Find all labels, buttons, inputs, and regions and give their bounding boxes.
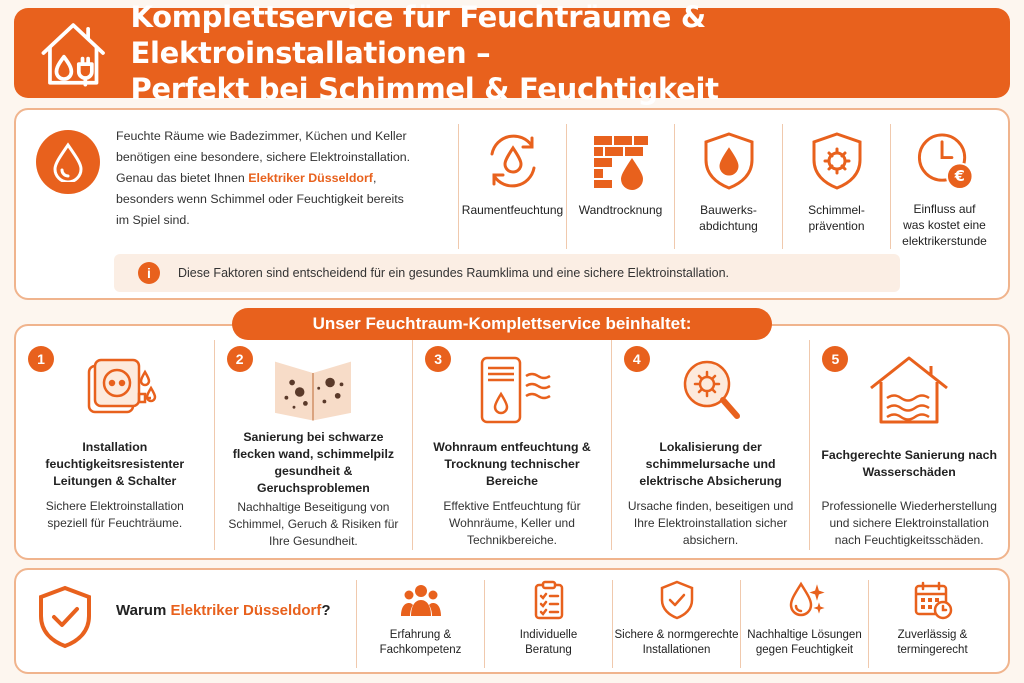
service-title: Fachgerechte Sanierung nach Wasserschäden — [821, 448, 997, 479]
shield-virus-icon — [806, 130, 868, 192]
service-item-2 — [214, 340, 413, 550]
factor-wandtrocknung — [566, 124, 674, 249]
service-title: Wohnraum entfeuchtung & Trocknung technischer Bereiche — [433, 439, 591, 488]
why-item-label: Erfahrung & Fachkompetenz — [379, 629, 462, 656]
step-number: 1 — [28, 346, 54, 372]
why-panel — [14, 568, 1010, 674]
svg-text:€: € — [954, 168, 965, 186]
mold-wall-icon — [271, 354, 355, 422]
why-items-row — [356, 580, 996, 668]
info-bar — [114, 254, 900, 292]
socket-drops-icon — [73, 354, 157, 426]
factor-raumentfeuchtung — [458, 124, 566, 249]
services-panel — [14, 324, 1010, 560]
why-suffix: ? — [321, 602, 331, 619]
services-banner: Unser Feuchtraum-Komplettservice beinhaltet: — [232, 308, 772, 340]
calendar-clock-icon — [913, 580, 953, 620]
factor-label: Einfluss auf was kostet eine elektrikerstunde — [902, 202, 987, 248]
services-row — [16, 340, 1008, 550]
intro-panel — [14, 108, 1010, 300]
why-title — [116, 602, 331, 619]
title-line-1: Komplettservice für Feuchträume & Elektroinstallationen – — [130, 0, 706, 70]
intro-text — [116, 126, 416, 231]
step-number: 2 — [227, 346, 253, 372]
intro-highlight: Elektriker Düsseldorf — [248, 171, 373, 185]
header-banner — [14, 0, 1010, 106]
factor-label: Raumentfeuchtung — [461, 203, 564, 217]
step-number: 4 — [624, 346, 650, 372]
step-number: 3 — [425, 346, 451, 372]
shield-check-icon — [36, 584, 94, 650]
why-item-sicher — [612, 580, 740, 668]
service-title: Lokalisierung der schimmelursache und elektrische Absicherung — [639, 439, 782, 488]
why-prefix: Warum — [116, 602, 171, 619]
service-title: Installation feuchtigkeitsresistenter Leitungen & Schalter — [45, 439, 185, 488]
clock-euro-icon — [914, 130, 976, 191]
shield-check-icon — [657, 580, 697, 620]
team-icon — [401, 580, 441, 620]
service-item-1 — [16, 340, 214, 550]
why-item-erfahrung — [356, 580, 484, 668]
intro-text-2: , besonders wenn Schimmel oder Feuchtigkeit bereits im Spiel sind. — [116, 171, 404, 227]
page-title — [130, 0, 1010, 107]
info-icon: i — [138, 262, 160, 284]
service-title: Sanierung bei schwarze flecken wand, schimmelpilz gesundheit & Geruchsproblemen — [232, 429, 395, 495]
shield-drop-icon — [698, 130, 760, 192]
water-drop-icon — [36, 130, 100, 194]
why-highlight: Elektriker Düsseldorf — [170, 602, 322, 619]
clipboard-checklist-icon — [529, 580, 569, 620]
why-item-label: Individuelle Beratung — [519, 629, 578, 656]
drop-sparkle-icon — [785, 580, 825, 620]
dehumidifier-icon — [470, 354, 554, 426]
factors-row — [458, 124, 998, 249]
service-desc: Effektive Entfeuchtung für Wohnräume, Keller und Technikbereiche. — [443, 499, 581, 547]
factor-elektrikerstunde — [890, 124, 998, 249]
factor-label: Schimmel- prävention — [808, 203, 865, 233]
factor-schimmelpraevention — [782, 124, 890, 249]
service-desc: Sichere Elektroinstallation speziell für Feuchträume. — [45, 499, 184, 530]
service-item-5 — [809, 340, 1008, 550]
intro-text-1: Feuchte Räume wie Badezimmer, Küchen und Keller benötigen eine besondere, sichere Elektroinstallation. Genau das bietet Ihnen — [116, 129, 411, 185]
why-item-label: Nachhaltige Lösungen gegen Feuchtigkeit — [747, 629, 862, 656]
service-desc: Ursache finden, beseitigen und Ihre Elektroinstallation sicher absichern. — [627, 499, 794, 547]
service-desc: Nachhaltige Beseitigung von Schimmel, Geruch & Risiken für Ihre Gesundheit. — [228, 500, 399, 548]
brick-wall-drop-icon — [590, 130, 652, 192]
why-item-zuverlaessig — [868, 580, 996, 668]
humidity-cycle-icon — [482, 130, 544, 192]
why-item-nachhaltig — [740, 580, 868, 668]
magnifier-virus-icon — [669, 354, 753, 426]
why-item-label: Zuverlässig & termingerecht — [897, 629, 968, 656]
why-item-label: Sichere & normgerechte Installationen — [614, 629, 739, 656]
house-water-icon — [867, 354, 951, 426]
why-item-beratung — [484, 580, 612, 668]
house-drop-plug-icon — [36, 13, 110, 93]
title-line-2: Perfekt bei Schimmel & Feuchtigkeit — [130, 72, 719, 106]
service-desc: Professionelle Wiederherstellung und sichere Elektroinstallation nach Feuchtigkeitsschäden. — [821, 499, 997, 547]
factor-label: Bauwerks- abdichtung — [699, 203, 758, 233]
step-number: 5 — [822, 346, 848, 372]
factor-label: Wandtrocknung — [578, 203, 663, 217]
service-item-4 — [611, 340, 810, 550]
service-item-3 — [412, 340, 611, 550]
info-text: Diese Faktoren sind entscheidend für ein gesundes Raumklima und eine sichere Elektroinstallation. — [178, 266, 730, 280]
factor-bauwerksabdichtung — [674, 124, 782, 249]
